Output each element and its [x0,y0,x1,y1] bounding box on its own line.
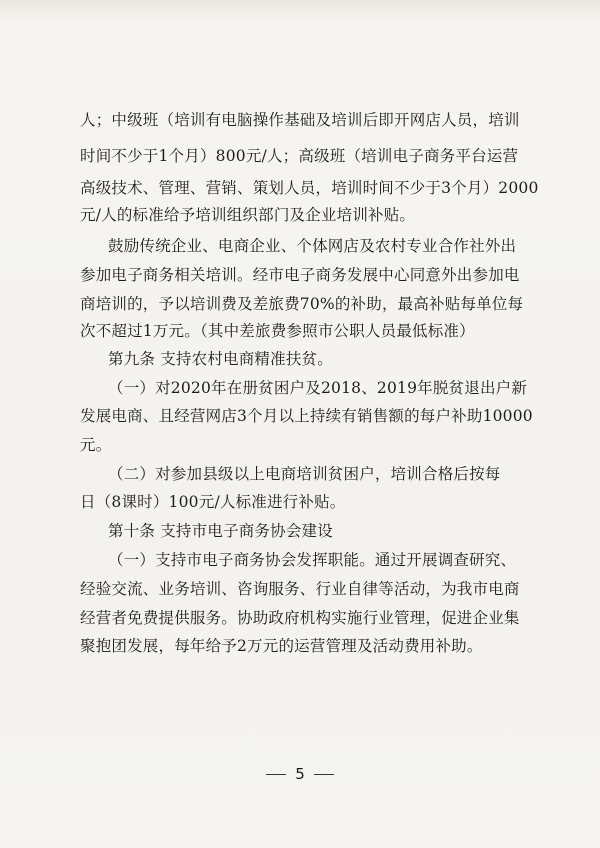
body-line-14: 日（8课时）100元/人标准进行补贴。 [80,493,346,511]
body-line-10: （一）对2020年在册贫困户及2018、2019年脱贫退出户新 [108,379,528,397]
page-number-value: 5 [295,765,305,783]
body-line-11: 发展电商、且经营网店3个月以上持续有销售额的每户补助10000 [80,407,533,425]
article-10-heading: 第十条 支持市电子商务协会建设 [108,522,333,540]
body-line-6: 参加电子商务相关培训。经市电子商务发展中心同意外出参加电 [80,266,520,284]
body-line-18: 经营者免费提供服务。协助政府机构实施行业管理，促进企业集 [80,609,520,627]
body-line-3: 高级技术、管理、营销、策划人员，培训时间不少于3个月）2000 [80,179,539,197]
body-line-19: 聚抱团发展，每年给予2万元的运营管理及活动费用补助。 [80,637,483,655]
scan-edge [0,0,600,24]
body-line-17: 经验交流、业务培训、咨询服务、行业自律等活动，为我市电商 [80,580,520,598]
page-number-dash-right [314,774,334,775]
body-line-7: 商培训的，予以培训费及差旅费70%的补助，最高补贴每单位每 [80,295,524,313]
page-number [0,764,600,784]
body-line-13: （二）对参加县级以上电商培训贫困户，培训合格后按每 [108,465,501,483]
body-line-4: 元/人的标准给予培训组织部门及企业培训补贴。 [80,206,416,224]
page-number-dash-left [266,774,286,775]
body-line-8: 次不超过1万元。（其中差旅费参照市公职人员最低标准） [80,322,475,340]
article-9-heading: 第九条 支持农村电商精准扶贫。 [108,350,333,368]
body-line-16: （一）支持市电子商务协会发挥职能。通过开展调查研究、 [108,551,517,569]
body-line-5: 鼓励传统企业、电商企业、个体网店及农村专业合作社外出 [108,237,517,255]
body-line-12: 元。 [80,436,112,454]
body-line-2: 时间不少于1个月）800元/人；高级班（培训电子商务平台运营 [80,147,519,165]
body-line-1: 人；中级班（培训有电脑操作基础及培训后即开网店人员，培训 [80,111,520,129]
